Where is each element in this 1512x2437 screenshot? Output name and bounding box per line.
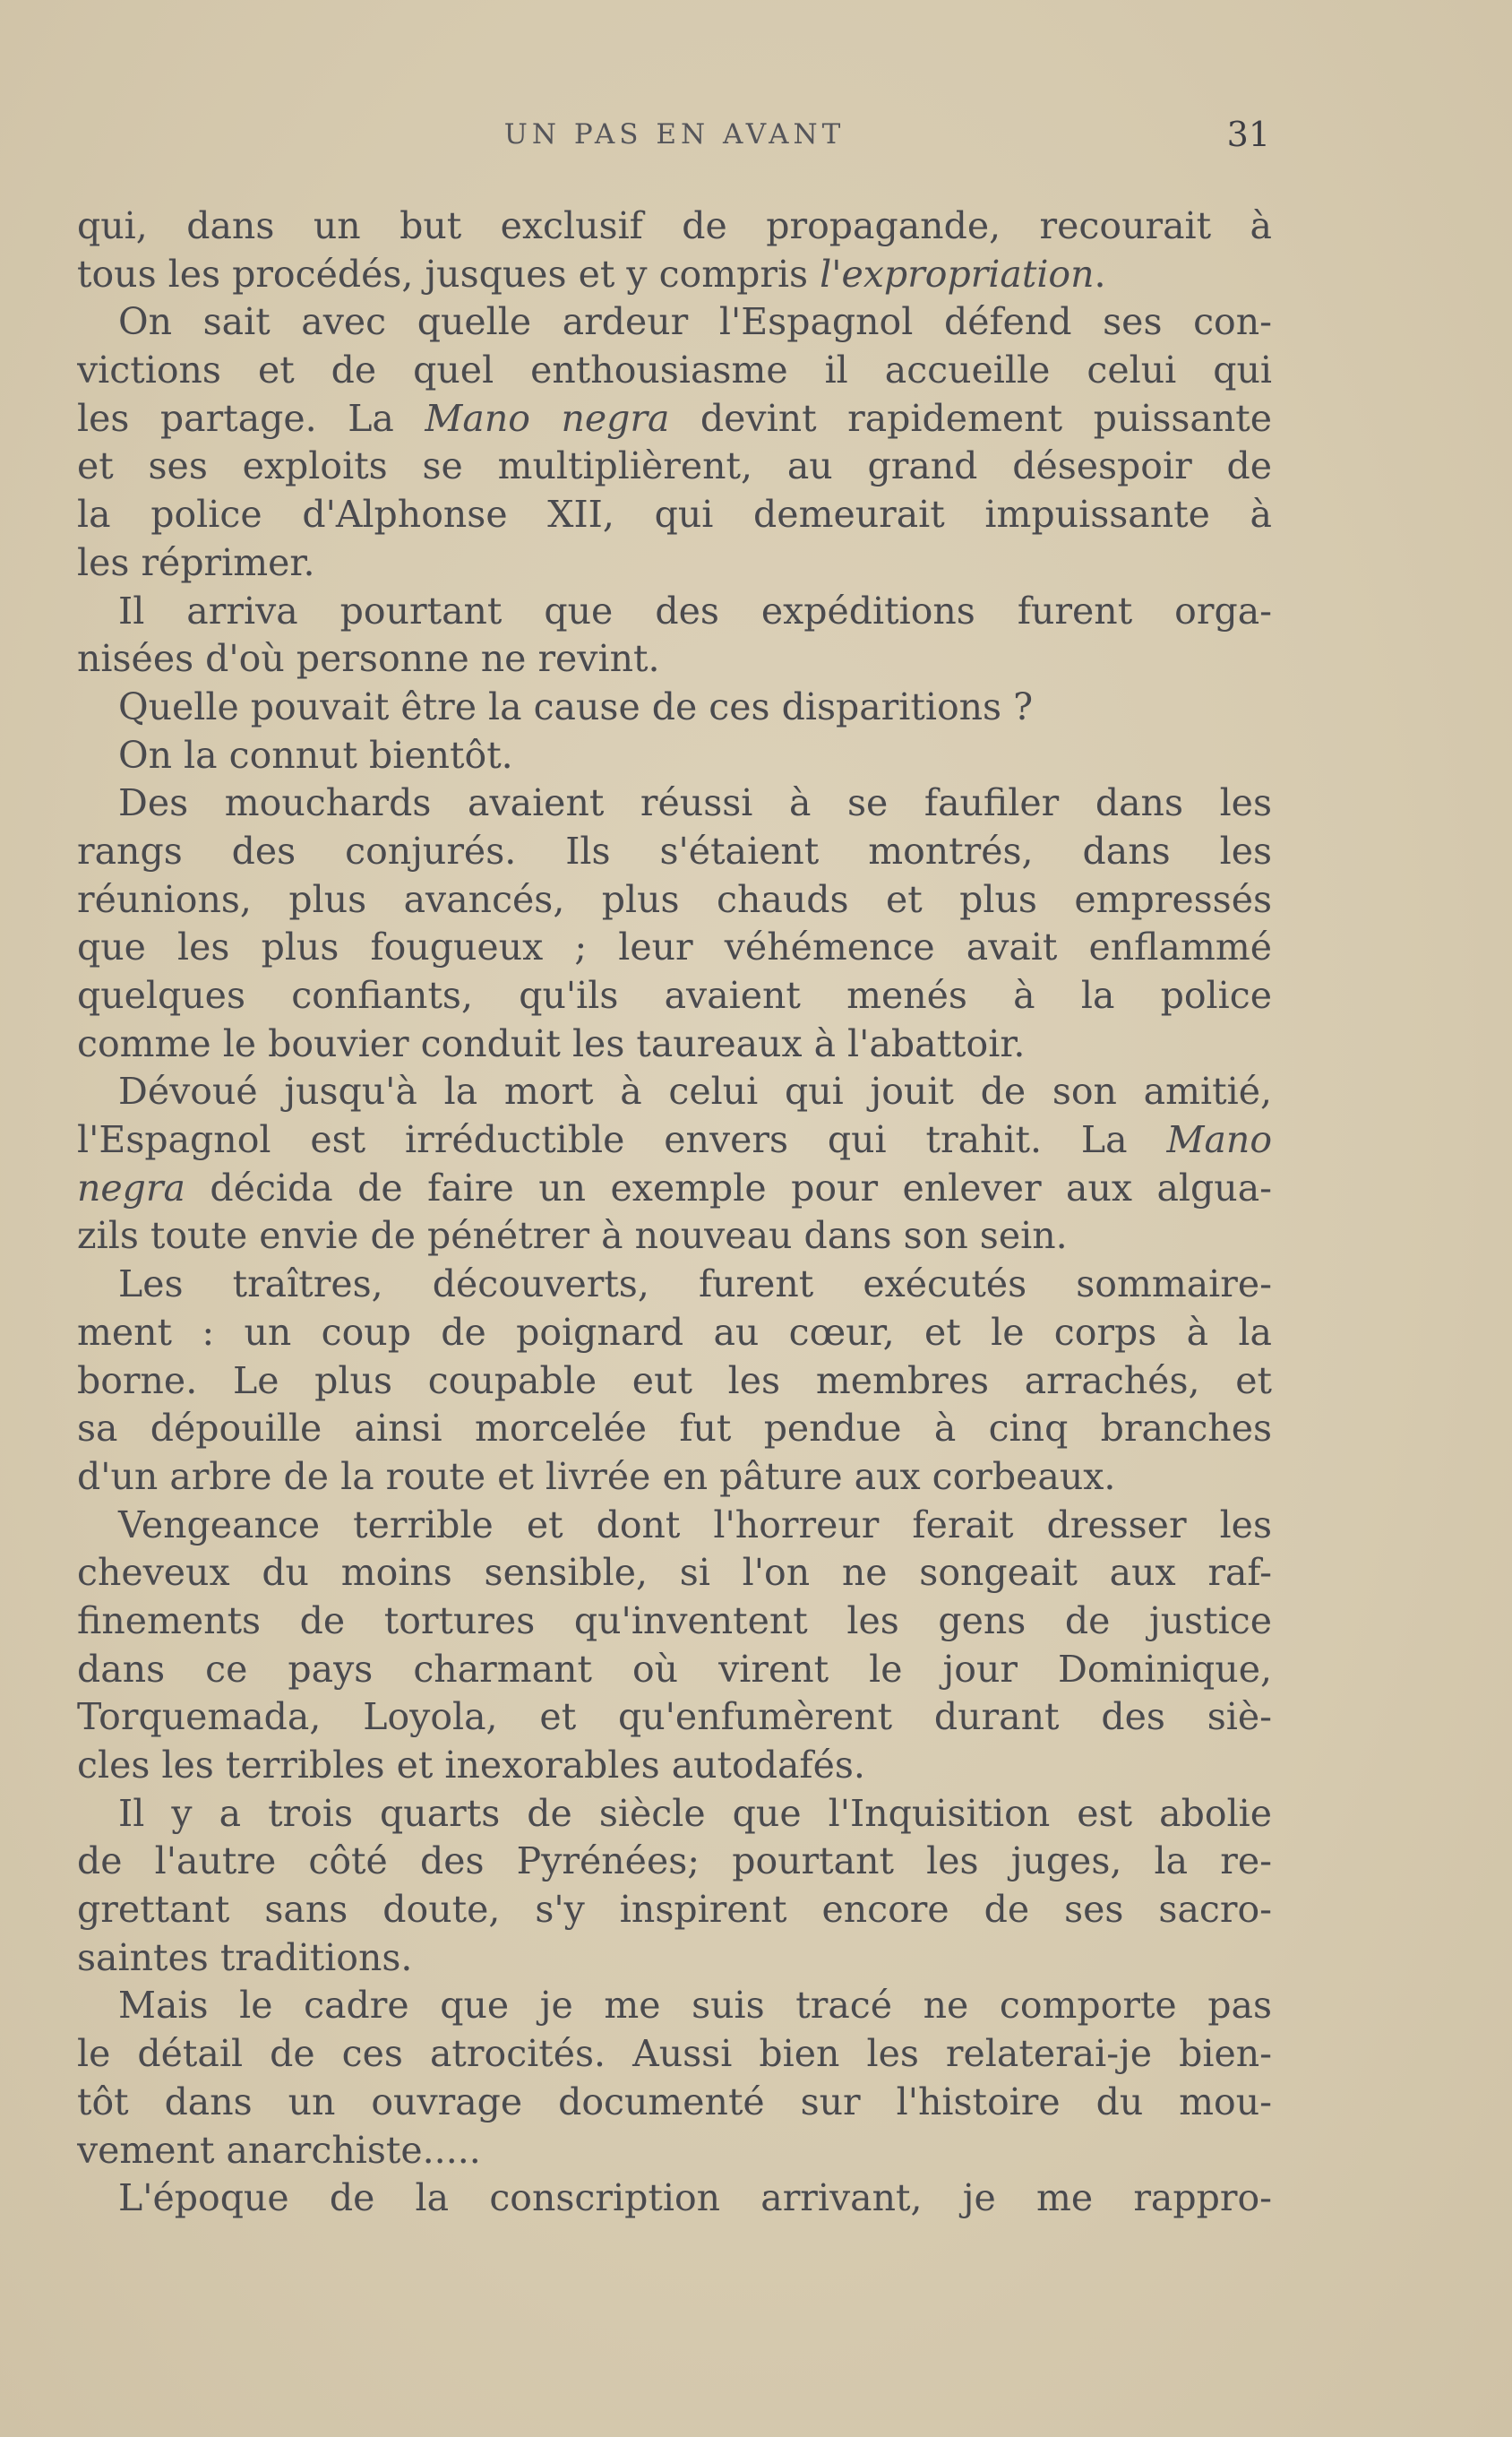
italic-term: Mano bbox=[1166, 1118, 1272, 1162]
line-text: Il y a trois quarts de siècle que l'Inquisition est abolie bbox=[118, 1791, 1272, 1835]
line-text: quelques confiants, qu'ils avaient menés à la police bbox=[77, 974, 1272, 1017]
line-text: dans ce pays charmant où virent le jour Dominique, bbox=[77, 1647, 1272, 1691]
text-line bbox=[77, 539, 1272, 588]
line-text: Les traîtres, découverts, furent exécutés sommaire- bbox=[118, 1262, 1272, 1306]
text-line bbox=[77, 732, 1272, 780]
text-line bbox=[77, 1597, 1272, 1646]
line-text: Mais le cadre que je me suis tracé ne comporte pas bbox=[118, 1984, 1272, 2028]
text-line bbox=[77, 1405, 1272, 1453]
line-text: qui, dans un but exclusif de propagande, recourait à bbox=[77, 204, 1272, 247]
text-line bbox=[77, 1646, 1272, 1694]
text-line bbox=[77, 635, 1272, 684]
line-text: saintes traditions. bbox=[77, 1935, 413, 1979]
text-line bbox=[77, 347, 1272, 395]
line-text: d'un arbre de la route et livrée en pâture aux corbeaux. bbox=[77, 1454, 1116, 1498]
line-text: Vengeance terrible et dont l'horreur ferait dresser les bbox=[118, 1503, 1272, 1546]
line-text: cles les terribles et inexorables autodafés. bbox=[77, 1744, 865, 1787]
text-line bbox=[77, 1742, 1272, 1790]
text-line bbox=[77, 1838, 1272, 1886]
line-text: grettant sans doute, s'y inspirent encore de ses sacro- bbox=[77, 1888, 1272, 1932]
line-text: finements de tortures qu'inventent les gens de justice bbox=[77, 1598, 1272, 1642]
text-line bbox=[77, 1261, 1272, 1309]
line-text: On sait avec quelle ardeur l'Espagnol défend ses con- bbox=[118, 300, 1272, 344]
line-text: tous les procédés, jusques et y compris bbox=[77, 252, 820, 296]
text-line bbox=[77, 1357, 1272, 1406]
line-text: nisées d'où personne ne revint. bbox=[77, 637, 660, 681]
line-text: Quelle pouvait être la cause de ces disparitions ? bbox=[118, 685, 1034, 728]
line-text: que les plus fougueux ; leur véhémence avait enflammé bbox=[77, 926, 1272, 969]
text-line bbox=[77, 924, 1272, 972]
text-line bbox=[77, 828, 1272, 876]
line-text-after: devint rapidement puissante bbox=[669, 396, 1272, 440]
text-line bbox=[77, 1502, 1272, 1550]
italic-term: l'expropriation bbox=[820, 252, 1095, 296]
text-line bbox=[77, 251, 1272, 299]
text-line bbox=[77, 1453, 1272, 1502]
line-text: le détail de ces atrocités. Aussi bien les relaterai-je bien- bbox=[77, 2032, 1272, 2076]
text-line bbox=[77, 491, 1272, 539]
italic-term: negra bbox=[77, 1166, 185, 1210]
text-line bbox=[77, 1068, 1272, 1116]
line-text: zils toute envie de pénétrer à nouveau dans son sein. bbox=[77, 1214, 1068, 1258]
line-text: tôt dans un ouvrage documenté sur l'histoire du mou- bbox=[77, 2080, 1272, 2123]
line-text: sa dépouille ainsi morcelée fut pendue à cinq branches bbox=[77, 1407, 1272, 1451]
line-text: comme le bouvier conduit les taureaux à l'abattoir. bbox=[77, 1021, 1026, 1065]
running-header bbox=[79, 115, 1270, 163]
text-line bbox=[77, 2127, 1272, 2175]
text-line bbox=[77, 1982, 1272, 2030]
line-text: Dévoué jusqu'à la mort à celui qui jouit de son amitié, bbox=[118, 1070, 1272, 1114]
text-line bbox=[77, 588, 1272, 636]
line-text: les réprimer. bbox=[77, 540, 315, 584]
text-line bbox=[77, 395, 1272, 443]
line-text-after: . bbox=[1094, 252, 1106, 296]
text-line bbox=[77, 1886, 1272, 1934]
text-line bbox=[77, 972, 1272, 1020]
line-text: borne. Le plus coupable eut les membres arrachés, et bbox=[77, 1358, 1272, 1402]
line-text: les partage. La bbox=[77, 396, 425, 440]
text-line bbox=[77, 1165, 1272, 1213]
text-line bbox=[77, 1549, 1272, 1597]
body-text bbox=[77, 202, 1272, 2223]
text-line bbox=[77, 1934, 1272, 1983]
text-line bbox=[77, 1309, 1272, 1357]
text-line bbox=[77, 1116, 1272, 1165]
text-line bbox=[77, 876, 1272, 925]
line-text: ment : un coup de poignard au cœur, et le corps à la bbox=[77, 1310, 1272, 1354]
text-line bbox=[77, 2174, 1272, 2223]
page-number: 31 bbox=[1226, 115, 1270, 154]
line-text: l'Espagnol est irréductible envers qui trahit. La bbox=[77, 1118, 1167, 1162]
text-line bbox=[77, 2030, 1272, 2079]
text-line bbox=[77, 779, 1272, 828]
line-text: Il arriva pourtant que des expéditions furent orga- bbox=[118, 589, 1272, 633]
line-text: On la connut bientôt. bbox=[118, 733, 513, 777]
text-line bbox=[77, 202, 1272, 251]
line-text: cheveux du moins sensible, si l'on ne songeait aux raf- bbox=[77, 1551, 1272, 1595]
text-line bbox=[77, 684, 1272, 732]
line-text: Torquemada, Loyola, et qu'enfumèrent durant des siè- bbox=[77, 1695, 1272, 1739]
italic-term: Mano negra bbox=[425, 396, 670, 440]
text-line bbox=[77, 2079, 1272, 2127]
line-text: vement anarchiste..... bbox=[77, 2128, 481, 2172]
text-line bbox=[77, 1212, 1272, 1261]
running-title: UN PAS EN AVANT bbox=[503, 118, 846, 151]
line-text: L'époque de la conscription arrivant, je me rappro- bbox=[118, 2176, 1272, 2220]
line-text: réunions, plus avancés, plus chauds et plus empressés bbox=[77, 877, 1272, 921]
line-text: la police d'Alphonse XII, qui demeurait impuissante à bbox=[77, 493, 1272, 537]
text-line bbox=[77, 443, 1272, 491]
line-text: rangs des conjurés. Ils s'étaient montrés, dans les bbox=[77, 829, 1272, 873]
line-text: victions et de quel enthousiasme il accueille celui qui bbox=[77, 349, 1272, 392]
line-text-after: décida de faire un exemple pour enlever aux algua- bbox=[185, 1166, 1272, 1210]
text-line bbox=[77, 1693, 1272, 1742]
line-text: et ses exploits se multiplièrent, au grand désespoir de bbox=[77, 444, 1272, 488]
text-line bbox=[77, 1790, 1272, 1839]
text-line bbox=[77, 298, 1272, 347]
line-text: de l'autre côté des Pyrénées; pourtant les juges, la re- bbox=[77, 1839, 1272, 1883]
line-text: Des mouchards avaient réussi à se faufiler dans les bbox=[118, 781, 1272, 825]
text-line bbox=[77, 1020, 1272, 1069]
